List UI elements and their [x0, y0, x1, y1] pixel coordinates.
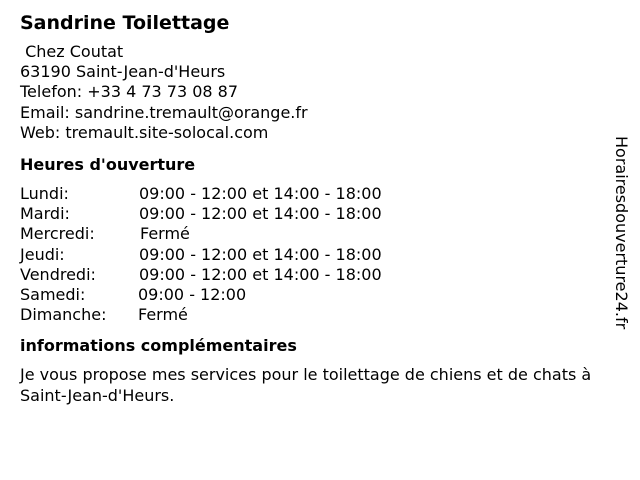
day-label: Mardi: [20, 204, 70, 224]
hours-row-mercredi [20, 224, 620, 244]
info-description: Je vous propose mes services pour le toilettage de chiens et de chats à Saint-Jean-d'Heurs. [20, 365, 592, 405]
hours-row-mardi [20, 204, 620, 224]
day-label: Mercredi: [20, 224, 95, 244]
address-block [20, 42, 620, 143]
day-hours: 09:00 - 12:00 et 14:00 - 18:00 [139, 204, 382, 224]
business-card [20, 10, 620, 406]
email-line: Email: sandrine.tremault@orange.fr [20, 102, 308, 122]
hours-row-samedi [20, 285, 620, 305]
day-hours: 09:00 - 12:00 et 14:00 - 18:00 [139, 244, 382, 264]
web-line: Web: tremault.site-solocal.com [20, 122, 269, 142]
day-label: Vendredi: [20, 264, 96, 284]
watermark [609, 136, 633, 346]
day-label: Jeudi: [20, 244, 65, 264]
hours-row-vendredi [20, 265, 620, 285]
watermark-text: Horairesdouverture24.fr [612, 136, 631, 330]
day-hours: Fermé [140, 224, 190, 244]
day-hours: Fermé [138, 305, 188, 325]
day-hours: 09:00 - 12:00 et 14:00 - 18:00 [139, 264, 382, 284]
day-label: Samedi: [20, 285, 86, 305]
hours-heading: Heures d'ouverture [20, 155, 196, 175]
hours-row-jeudi [20, 245, 620, 265]
day-hours: 09:00 - 12:00 [138, 285, 247, 305]
address-line-1: Chez Coutat [20, 42, 124, 61]
day-label: Dimanche: [20, 305, 107, 325]
day-label: Lundi: [20, 184, 69, 204]
info-heading: informations complémentaires [20, 336, 297, 356]
address-line-2: 63190 Saint-Jean-d'Heurs [20, 62, 226, 82]
hours-row-lundi [20, 184, 620, 204]
business-name: Sandrine Toilettage [20, 12, 230, 34]
day-hours: 09:00 - 12:00 et 14:00 - 18:00 [139, 184, 382, 204]
phone-line: Telefon: +33 4 73 73 08 87 [20, 82, 239, 102]
hours-list [20, 184, 620, 325]
hours-row-dimanche [20, 305, 620, 325]
